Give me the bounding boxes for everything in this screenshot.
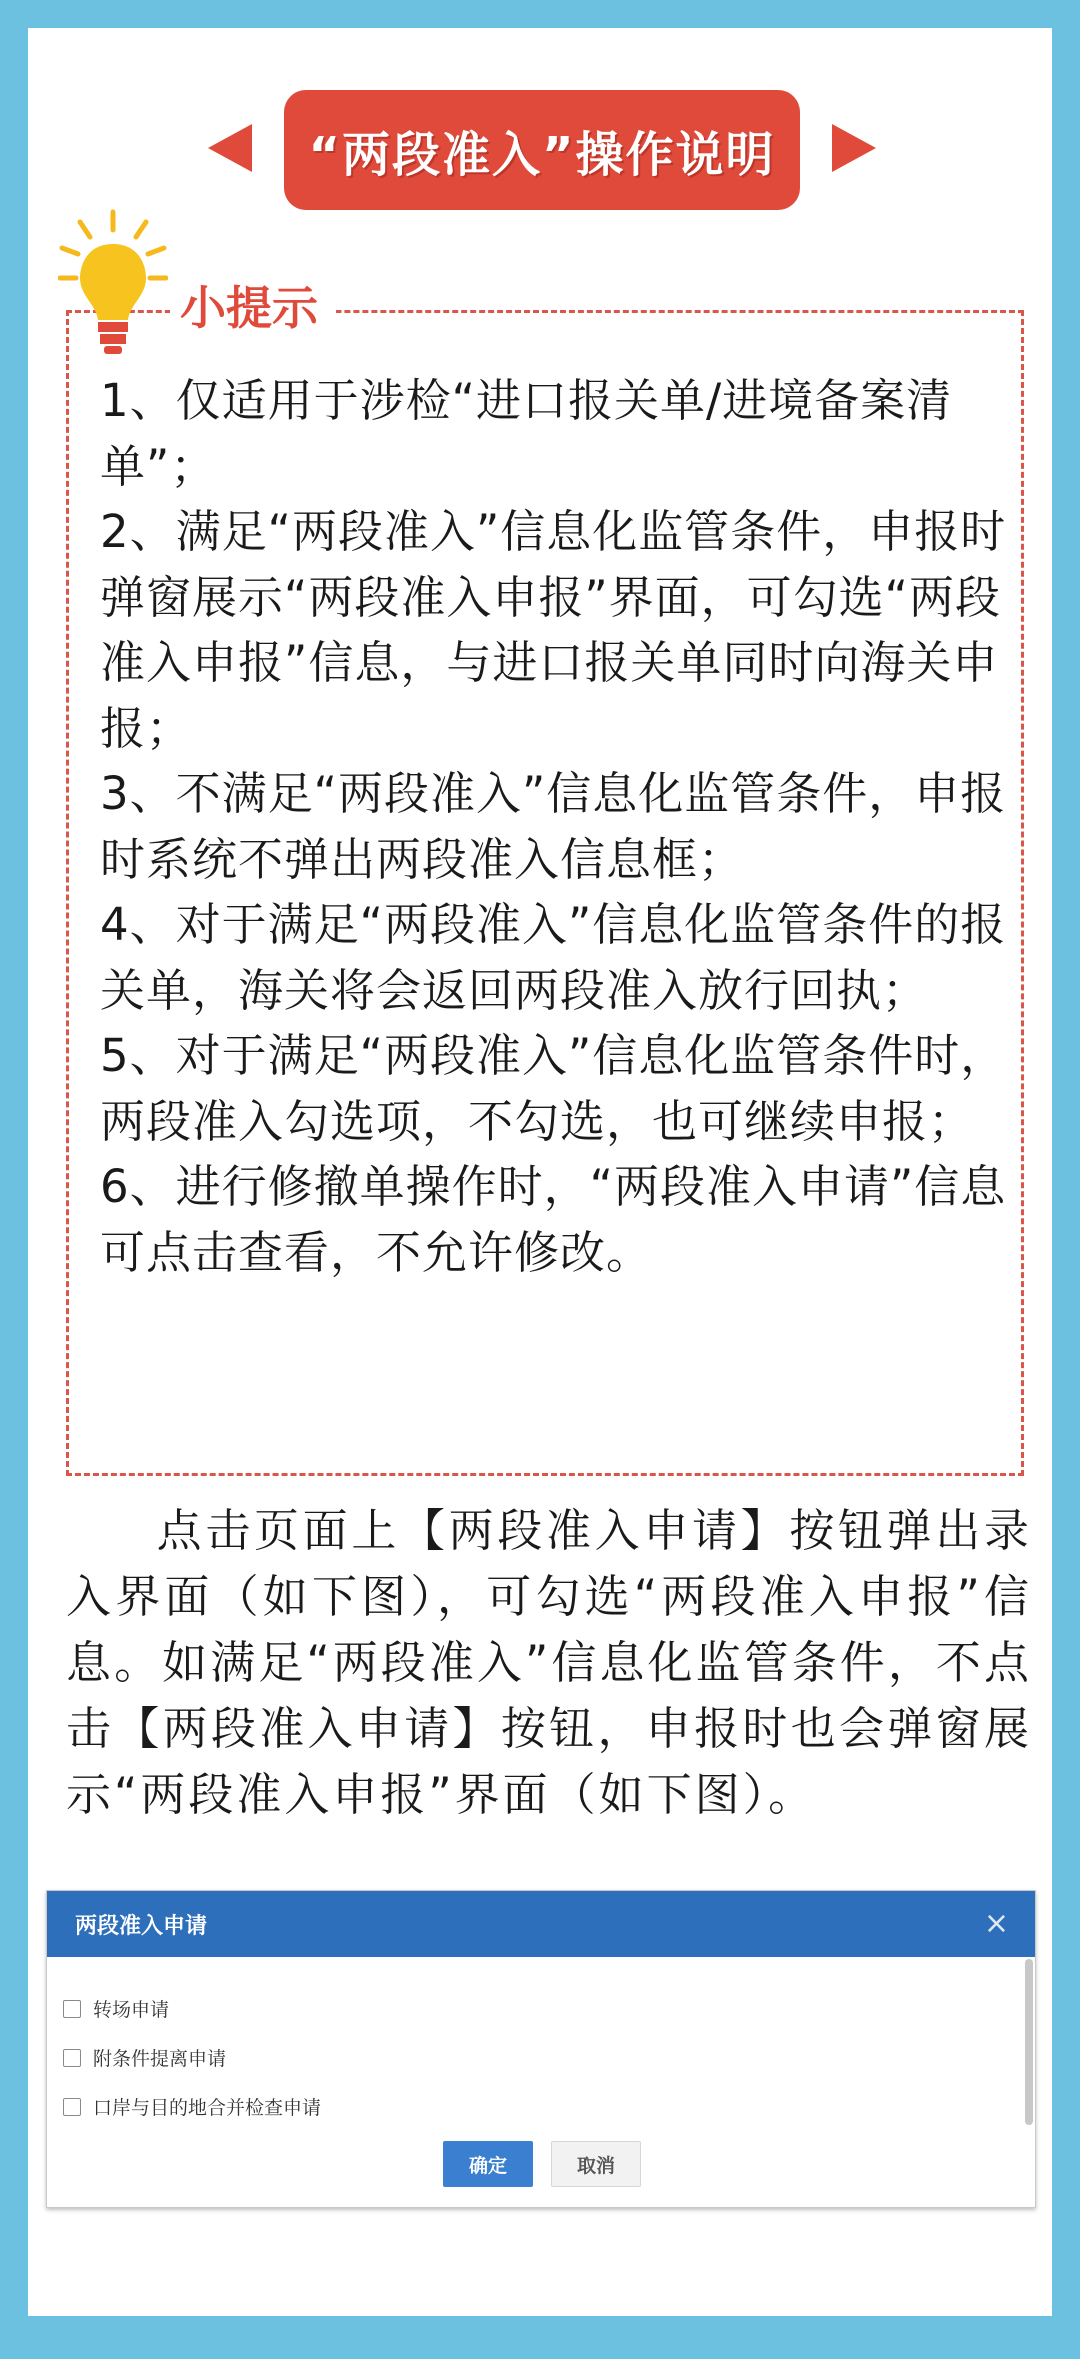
option-label: 口岸与目的地合并检查申请: [93, 2097, 322, 2119]
confirm-button[interactable]: 确定: [443, 2141, 533, 2187]
instruction-paragraph: [66, 1498, 1032, 1828]
apply-dialog: [46, 1890, 1036, 2208]
checkbox[interactable]: [63, 2000, 81, 2018]
option-transfer[interactable]: [63, 1995, 169, 2022]
dialog-title: 两段准入申请: [75, 1913, 208, 1939]
page-title: “两段准入”操作说明: [308, 126, 776, 183]
list-item: 3、不满足“两段准入”信息化监管条件，申报时系统不弹出两段准入信息框；: [100, 767, 1007, 886]
page-card: [28, 28, 1052, 2316]
cancel-button[interactable]: 取消: [551, 2141, 641, 2187]
lightbulb-icon: [58, 208, 168, 368]
dialog-header: [47, 1891, 1035, 1957]
list-item: 1、仅适用于涉检“进口报关单/进境备案清单”；: [100, 374, 953, 493]
option-label: 附条件提离申请: [93, 2048, 227, 2070]
list-item: 4、对于满足“两段准入”信息化监管条件的报关单，海关将会返回两段准入放行回执；: [100, 898, 1007, 1017]
option-combined-inspection[interactable]: [63, 2093, 321, 2120]
tips-list: [100, 368, 1010, 1285]
option-label: 转场申请: [93, 1999, 170, 2021]
list-item: 5、对于满足“两段准入”信息化监管条件时，两段准入勾选项，不勾选，也可继续申报；: [100, 1029, 1007, 1148]
close-icon[interactable]: ×: [983, 1906, 1009, 1941]
triangle-right-icon: [832, 124, 876, 172]
checkbox[interactable]: [63, 2098, 81, 2116]
list-item: 6、进行修撤单操作时，“两段准入申请”信息可点击查看，不允许修改。: [100, 1160, 1007, 1279]
checkbox[interactable]: [63, 2049, 81, 2067]
tips-label: 小提示: [170, 278, 336, 338]
list-item: 2、满足“两段准入”信息化监管条件，申报时弹窗展示“两段准入申报”界面，可勾选“两段准入申报”信息，与进口报关单同时向海关申报；: [100, 505, 1007, 755]
triangle-left-icon: [208, 124, 252, 172]
dialog-scrollbar[interactable]: [1025, 1959, 1033, 2125]
title-banner: [284, 90, 800, 210]
instruction-text: 点击页面上【两段准入申请】按钮弹出录入界面（如下图），可勾选“两段准入申报”信息。如满足“两段准入”信息化监管条件，不点击【两段准入申请】按钮，申报时也会弹窗展示“两段准入申报”界面（如下图）。: [66, 1504, 1032, 1821]
option-conditional-release[interactable]: [63, 2044, 226, 2071]
